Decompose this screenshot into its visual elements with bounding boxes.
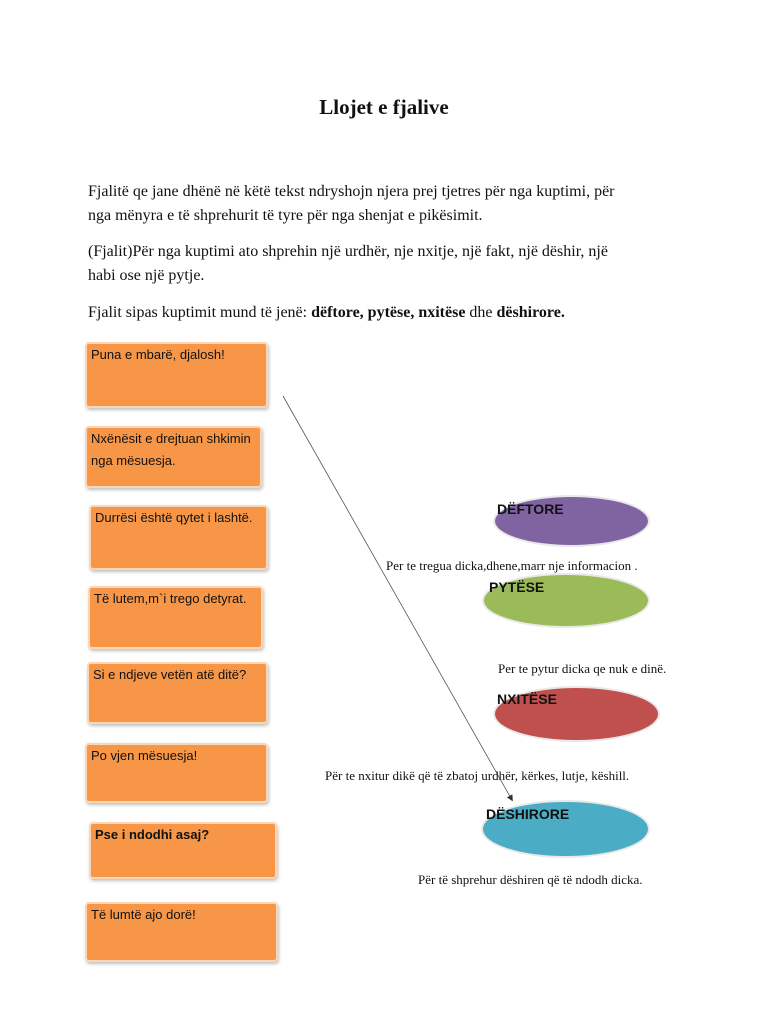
type-desc-nxitese: Për te nxitur dikë që të zbatoj urdhër, kërkes, lutje, këshill. bbox=[325, 768, 630, 783]
sentence-text: Durrësi është qytet i lashtë. bbox=[95, 510, 253, 525]
sentence-text: Nxënësit e drejtuan shkimin nga mësuesja. bbox=[91, 431, 251, 468]
sentence-text: Pse i ndodhi asaj? bbox=[95, 827, 210, 842]
type-desc-deshirore: Për të shprehur dëshiren që të ndodh dicka. bbox=[418, 872, 643, 887]
types-mid: dhe bbox=[465, 304, 497, 321]
meaning-line-1: (Fjalit)Për nga kuptimi ato shprehin një urdhër, nje nxitje, një fakt, një dëshir, një bbox=[88, 243, 608, 260]
type-label-nxitese: NXITËSE bbox=[497, 691, 557, 707]
sentence-text: Po vjen mësuesja! bbox=[91, 748, 198, 763]
type-label-pytese: PYTËSE bbox=[489, 579, 545, 595]
page-title: Llojet e fjalive bbox=[319, 95, 449, 119]
type-desc-pytese: Per te pytur dicka qe nuk e dinë. bbox=[498, 661, 667, 676]
type-label-deftore: DËFTORE bbox=[497, 501, 564, 517]
sentence-text: Të lutem,m`i trego detyrat. bbox=[94, 591, 247, 606]
meaning-line-2: habi ose një pytje. bbox=[88, 267, 205, 284]
sentence-text: Të lumtë ajo dorë! bbox=[91, 907, 196, 922]
types-last-bold: dëshirore. bbox=[496, 304, 565, 321]
sentence-text: Si e ndjeve vetën atë ditë? bbox=[93, 667, 247, 682]
types-prefix: Fjalit sipas kuptimit mund të jenë: bbox=[88, 304, 312, 321]
intro-line-1: Fjalitë qe jane dhënë në këtë tekst ndryshojn njera prej tjetres për nga kuptimi, për bbox=[88, 183, 615, 200]
type-desc-deftore: Per te tregua dicka,dhene,marr nje informacion . bbox=[386, 558, 638, 573]
type-label-deshirore: DËSHIRORE bbox=[486, 806, 570, 822]
types-list-bold: dëftore, pytëse, nxitëse bbox=[311, 304, 466, 321]
intro-line-2: nga mënyra e të shprehurit të tyre për nga shenjat e pikësimit. bbox=[88, 207, 483, 224]
sentence-text: Puna e mbarë, djalosh! bbox=[91, 347, 225, 362]
